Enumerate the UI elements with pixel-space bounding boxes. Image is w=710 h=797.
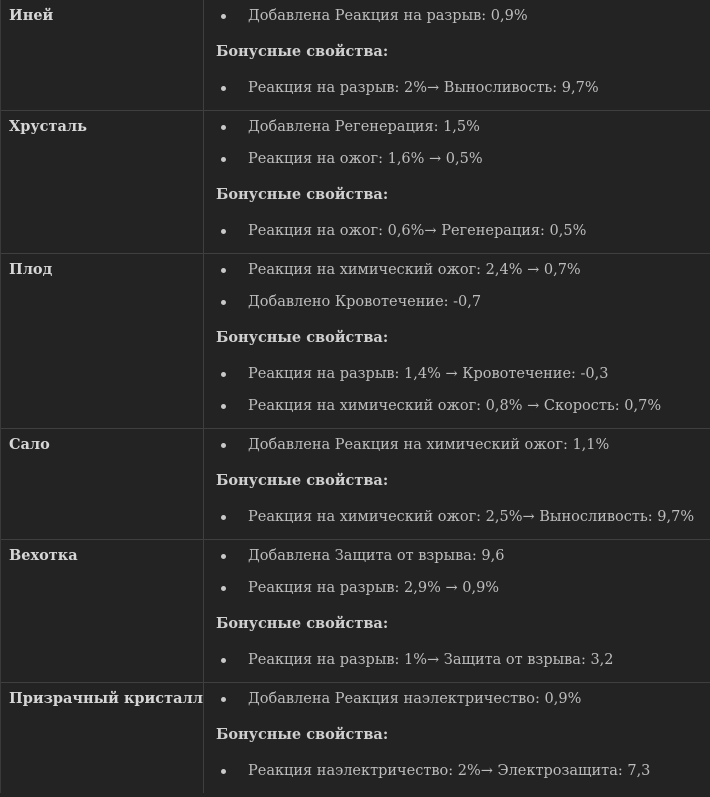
- bullet-icon: [221, 515, 226, 520]
- bullet-icon: [221, 14, 226, 19]
- list-item: Реакция наэлектричество: 2%→ Электрозащита: 7,3: [216, 755, 710, 787]
- item-changes: [204, 111, 710, 253]
- bonus-title: Бонусные свойства:: [216, 615, 389, 632]
- list-item: Добавлена Защита от взрыва: 9,6: [216, 540, 710, 572]
- bullet-icon: [221, 769, 226, 774]
- item-name: Призрачный кристалл: [1, 683, 204, 793]
- changes-list: [216, 254, 710, 318]
- bullet-icon: [221, 229, 226, 234]
- bullet-icon: [221, 554, 226, 559]
- list-item: Реакция на ожог: 0,6%→ Регенерация: 0,5%: [216, 215, 710, 247]
- list-item: Реакция на разрыв: 1%→ Защита от взрыва: 3,2: [216, 644, 710, 676]
- list-item: Добавлена Реакция наэлектричество: 0,9%: [216, 683, 710, 715]
- table-row: [1, 111, 710, 254]
- bonus-title: Бонусные свойства:: [216, 186, 389, 203]
- bonus-list: [216, 755, 710, 787]
- list-item: Добавлено Кровотечение: -0,7: [216, 286, 710, 318]
- bullet-icon: [221, 86, 226, 91]
- item-changes: [204, 254, 710, 428]
- bonus-list: [216, 644, 710, 676]
- bullet-icon: [221, 586, 226, 591]
- item-changes: [204, 429, 710, 539]
- list-item: Реакция на химический ожог: 2,4% → 0,7%: [216, 254, 710, 286]
- table-row: [1, 254, 710, 429]
- bonus-title: Бонусные свойства:: [216, 329, 389, 346]
- list-item: Реакция на разрыв: 2,9% → 0,9%: [216, 572, 710, 604]
- bullet-icon: [221, 268, 226, 273]
- bullet-icon: [221, 372, 226, 377]
- item-name: Сало: [1, 429, 204, 539]
- list-item: Добавлена Реакция на разрыв: 0,9%: [216, 0, 710, 32]
- item-changes: [204, 0, 710, 110]
- list-item: Добавлена Регенерация: 1,5%: [216, 111, 710, 143]
- item-name: Плод: [1, 254, 204, 428]
- changes-list: [216, 0, 710, 32]
- bullet-icon: [221, 443, 226, 448]
- item-name: Вехотка: [1, 540, 204, 682]
- bullet-icon: [221, 697, 226, 702]
- item-changes: [204, 683, 710, 793]
- bonus-list: [216, 72, 710, 104]
- changes-list: [216, 111, 710, 175]
- bonus-list: [216, 215, 710, 247]
- bonus-list: [216, 358, 710, 422]
- bullet-icon: [221, 404, 226, 409]
- table-row: [1, 540, 710, 683]
- list-item: Реакция на ожог: 1,6% → 0,5%: [216, 143, 710, 175]
- list-item: Реакция на разрыв: 1,4% → Кровотечение: -0,3: [216, 358, 710, 390]
- changes-list: [216, 429, 710, 461]
- changes-list: [216, 683, 710, 715]
- bonus-title: Бонусные свойства:: [216, 43, 389, 60]
- bonus-title: Бонусные свойства:: [216, 726, 389, 743]
- bonus-title: Бонусные свойства:: [216, 472, 389, 489]
- list-item: Добавлена Реакция на химический ожог: 1,1%: [216, 429, 710, 461]
- changes-list: [216, 540, 710, 604]
- bonus-list: [216, 501, 710, 533]
- bullet-icon: [221, 125, 226, 130]
- list-item: Реакция на разрыв: 2%→ Выносливость: 9,7%: [216, 72, 710, 104]
- item-changes: [204, 540, 710, 682]
- table-row: [1, 683, 710, 793]
- item-name: Иней: [1, 0, 204, 110]
- bullet-icon: [221, 658, 226, 663]
- list-item: Реакция на химический ожог: 2,5%→ Выносливость: 9,7%: [216, 501, 710, 533]
- table-row: [1, 429, 710, 540]
- item-name: Хрусталь: [1, 111, 204, 253]
- table-row: [1, 0, 710, 111]
- bullet-icon: [221, 157, 226, 162]
- bullet-icon: [221, 300, 226, 305]
- list-item: Реакция на химический ожог: 0,8% → Скорость: 0,7%: [216, 390, 710, 422]
